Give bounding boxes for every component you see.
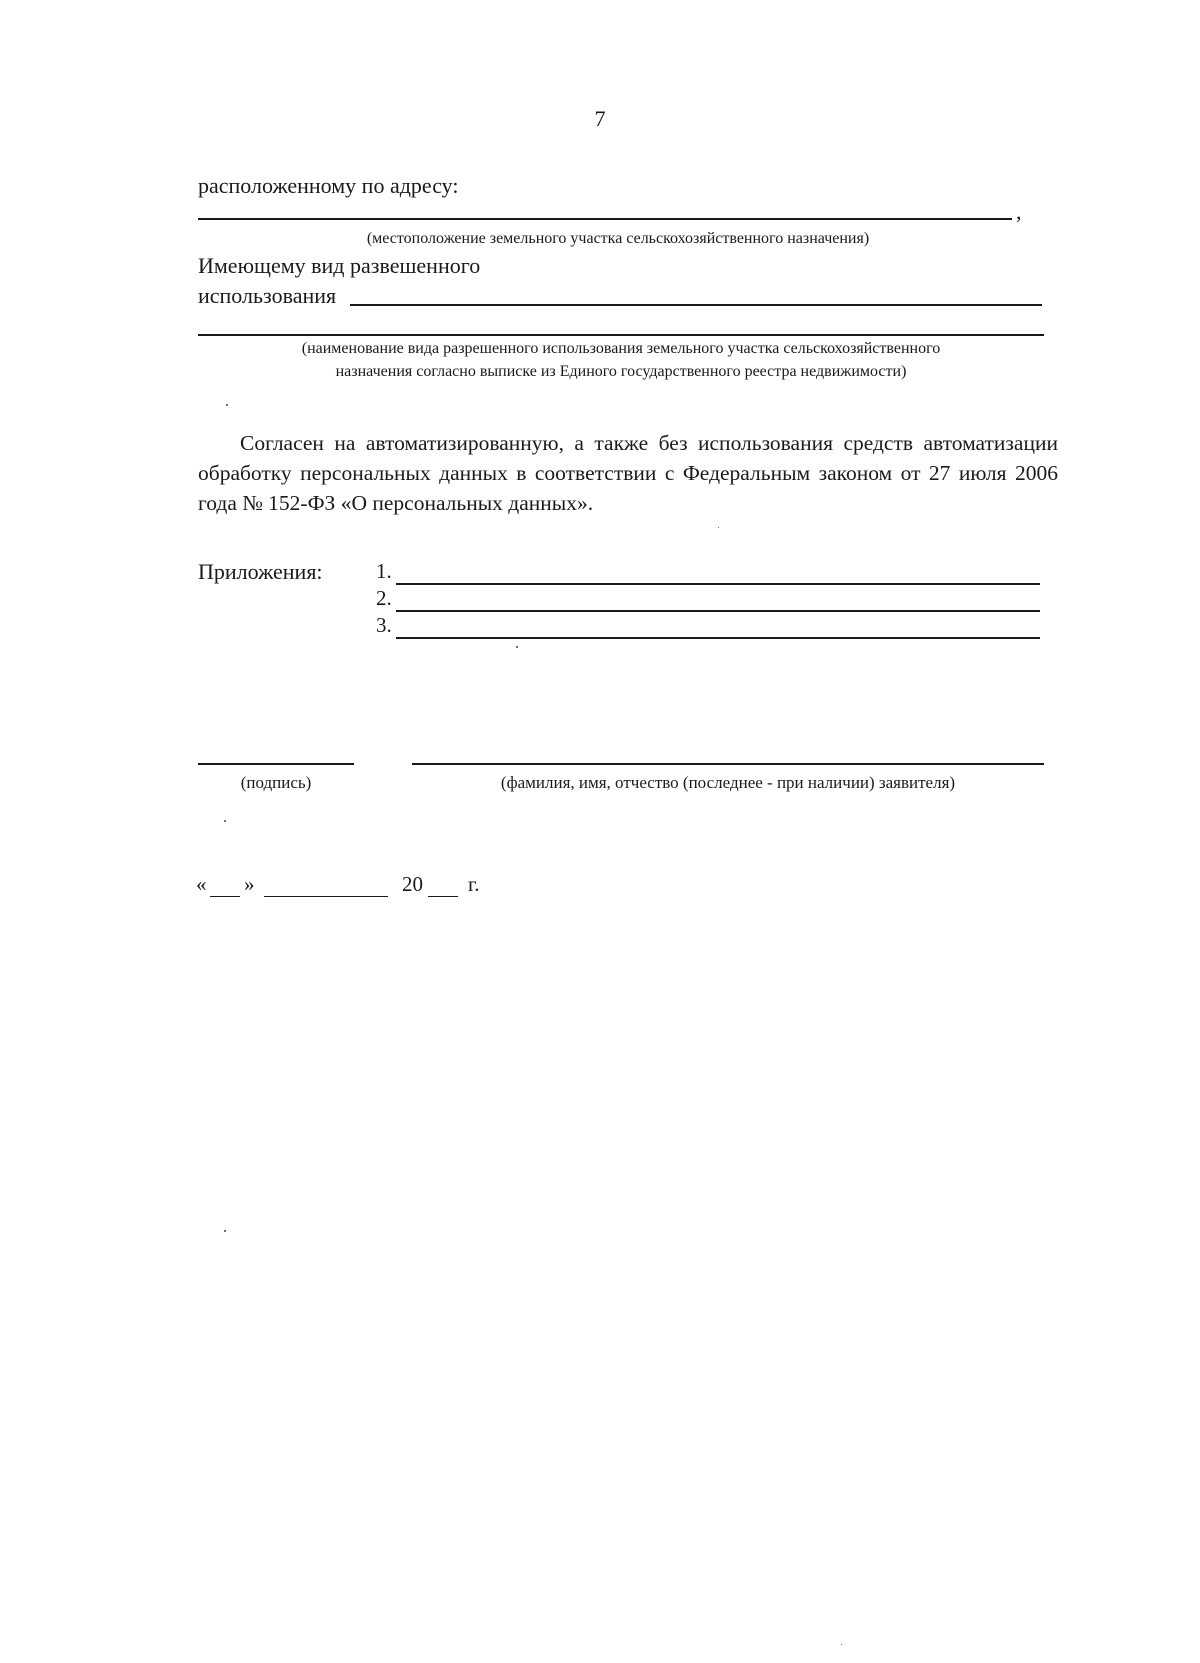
address-field-line[interactable]	[198, 218, 1012, 220]
date-year-prefix: 20	[402, 872, 423, 896]
attachments-label: Приложения:	[198, 559, 323, 584]
scan-speck	[224, 820, 226, 822]
attachment-number-3: 3.	[376, 613, 392, 637]
scan-speck	[718, 527, 719, 528]
attachment-line-3[interactable]	[396, 637, 1040, 639]
attachment-number-2: 2.	[376, 586, 392, 610]
permitted-use-field-line-2[interactable]	[198, 334, 1044, 336]
date-day-line[interactable]	[210, 896, 240, 897]
scan-speck	[841, 1644, 842, 1645]
address-caption: (местоположение земельного участка сельскохозяйственного назначения)	[366, 230, 870, 247]
page-number: 7	[594, 106, 606, 131]
date-open-quote: «	[196, 872, 207, 896]
date-year-suffix: г.	[468, 872, 480, 896]
date-close-quote: »	[244, 872, 255, 896]
name-caption: (фамилия, имя, отчество (последнее - при наличии) заявителя)	[500, 773, 956, 792]
consent-paragraph: Согласен на автоматизированную, а также без использования средств автоматизации обработку персональных данных в соответствии с Федеральным законом от 27 июля 2006 года № 152-ФЗ «О персональных данных».	[198, 431, 1058, 515]
permitted-use-caption-line1: (наименование вида разрешенного использования земельного участка сельскохозяйственного	[301, 340, 941, 357]
address-label: расположенному по адресу:	[198, 173, 459, 198]
address-comma: ,	[1016, 199, 1022, 224]
scan-speck	[224, 1230, 226, 1232]
permitted-use-field-line[interactable]	[350, 304, 1042, 306]
attachment-number-1: 1.	[376, 559, 392, 583]
scan-speck	[516, 646, 518, 648]
signature-caption: (подпись)	[240, 773, 312, 792]
scan-speck	[226, 404, 228, 406]
signature-line[interactable]	[198, 763, 354, 765]
name-line[interactable]	[412, 763, 1044, 765]
date-month-line[interactable]	[264, 896, 388, 897]
attachment-line-1[interactable]	[396, 583, 1040, 585]
attachment-line-2[interactable]	[396, 610, 1040, 612]
permitted-use-label-line2: использования	[198, 283, 337, 308]
permitted-use-caption-line2: назначения согласно выписке из Единого государственного реестра недвижимости)	[335, 363, 907, 380]
permitted-use-label-line1: Имеющему вид развешенного	[198, 253, 481, 278]
date-year-line[interactable]	[428, 896, 458, 897]
